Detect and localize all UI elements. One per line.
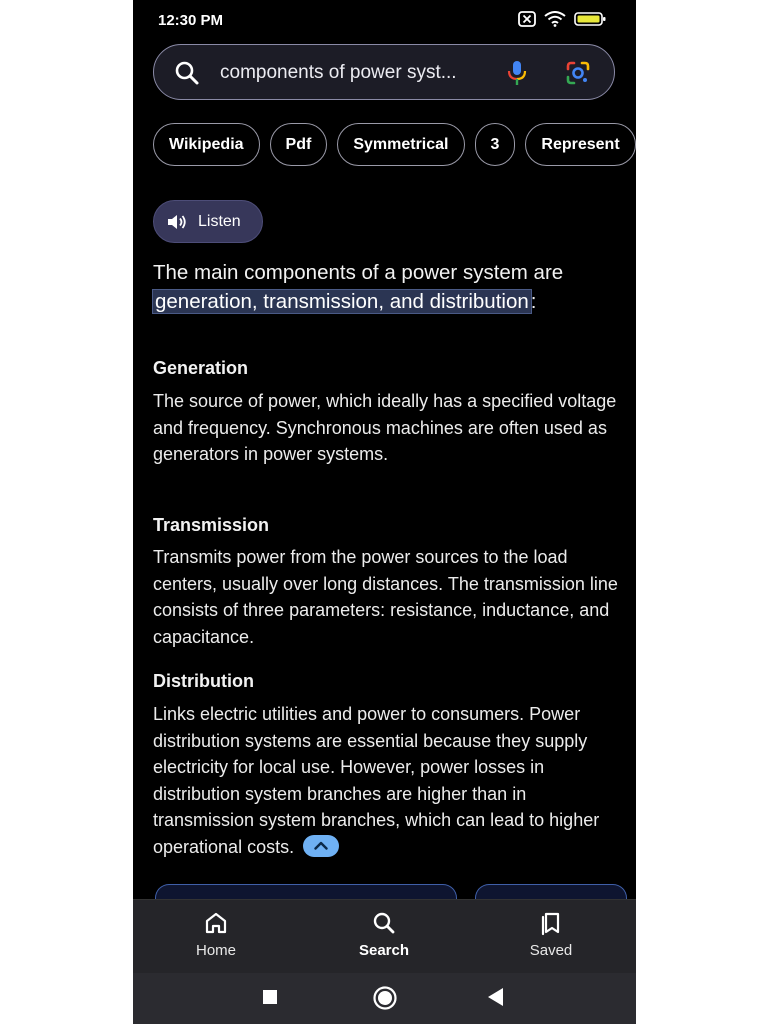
search-query[interactable]: components of power syst... [220, 62, 457, 83]
nav-saved-label: Saved [529, 942, 573, 959]
search-bar[interactable] [153, 44, 615, 100]
answer-intro-text: The main components of a power system are [153, 261, 564, 284]
chevron-up-icon [314, 841, 328, 850]
listen-label: Listen [198, 212, 241, 230]
home-circle-icon[interactable] [372, 985, 398, 1011]
back-icon[interactable] [487, 987, 505, 1007]
section-body-transmission: Transmits power from the power sources to the load centers, usually over long distances. The transmission line consists of three parameters: resistance, inductance, and capacitance. [153, 547, 618, 647]
chip-wikipedia[interactable]: Wikipedia [153, 123, 260, 166]
notification-muted-icon [518, 11, 536, 27]
google-lens-icon[interactable] [565, 60, 591, 86]
nav-search[interactable] [339, 910, 429, 959]
section-body-distribution [153, 701, 621, 860]
status-icons [518, 11, 606, 27]
status-bar [133, 0, 636, 42]
answer-highlight[interactable]: generation, transmission, and distribution [155, 290, 529, 313]
home-icon [203, 910, 229, 936]
section-body-distribution-text: Links electric utilities and power to consumers. Power distribution systems are essential because they supply electricity for local use. However, power losses in distribution system branches are higher than in transmission system branches, which can lead to higher operational costs. [153, 704, 600, 857]
recents-icon[interactable] [262, 989, 278, 1005]
mic-icon[interactable] [506, 59, 528, 87]
bottom-nav [133, 899, 636, 973]
wifi-icon [544, 11, 566, 27]
answer-intro [153, 258, 613, 316]
section-body-generation: The source of power, which ideally has a specified voltage and frequency. Synchronous machines are often used as generators in power systems. [153, 391, 617, 464]
status-time: 12:30 PM [158, 12, 224, 29]
nav-saved[interactable] [506, 910, 596, 959]
battery-icon [574, 11, 606, 27]
speaker-icon [166, 213, 188, 231]
nav-search-label: Search [358, 942, 410, 959]
chip-represent[interactable]: Represent [525, 123, 635, 166]
chip-symmetrical[interactable]: Symmetrical [337, 123, 464, 166]
system-nav [133, 973, 636, 1024]
section-heading-transmission: Transmission [153, 515, 270, 535]
nav-home-label: Home [195, 942, 236, 959]
bookmarks-icon [538, 910, 564, 936]
collapse-button[interactable] [303, 835, 339, 857]
chip-pdf[interactable]: Pdf [270, 123, 328, 166]
nav-home[interactable] [171, 910, 261, 959]
answer-intro-end: : [530, 290, 537, 313]
section-heading-generation: Generation [153, 358, 249, 378]
search-icon[interactable] [174, 60, 200, 86]
chip-3[interactable]: 3 [475, 123, 516, 166]
listen-button[interactable] [153, 200, 263, 243]
section-heading-distribution: Distribution [153, 671, 254, 691]
search-icon [371, 910, 397, 936]
phone-screen [133, 0, 636, 1024]
search-chips [153, 123, 636, 167]
